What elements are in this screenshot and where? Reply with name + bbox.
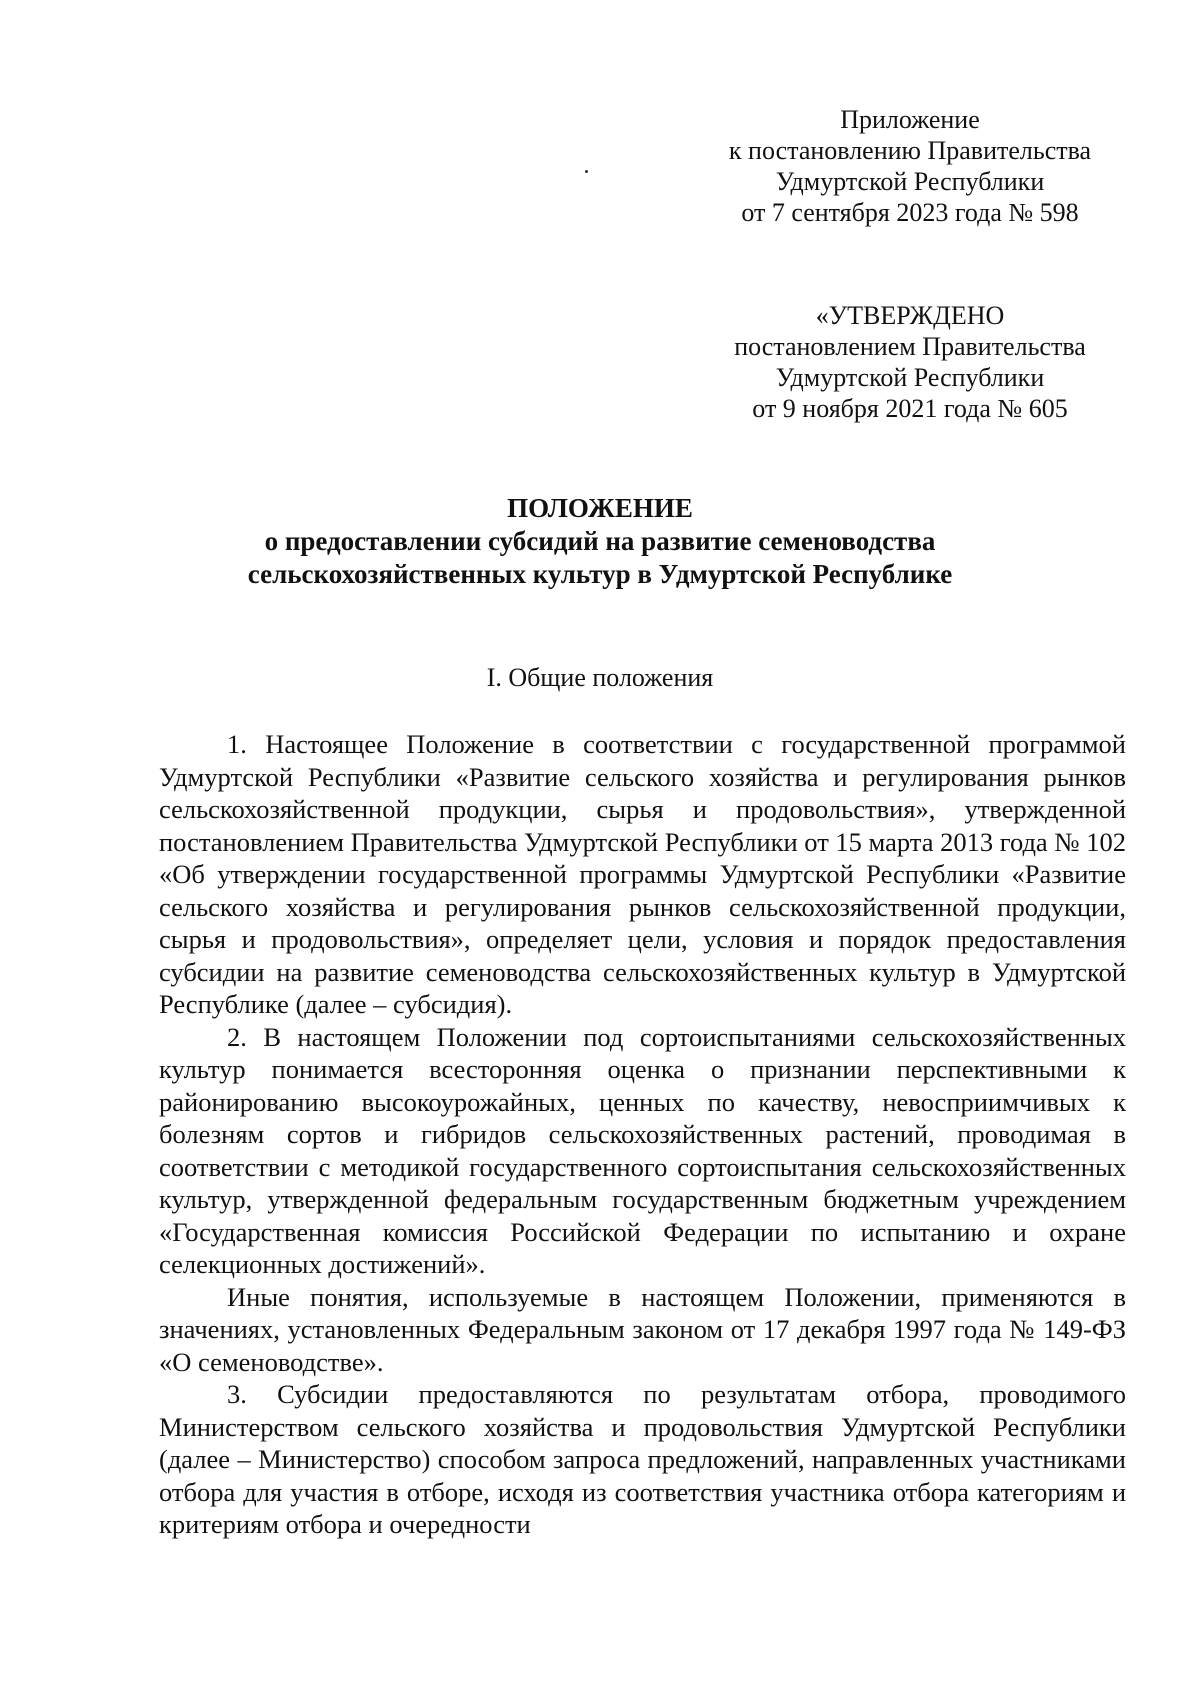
scan-speck <box>585 170 588 173</box>
approved-stamp-block <box>700 300 1120 424</box>
appendix-header <box>700 104 1120 228</box>
title-line-1: ПОЛОЖЕНИЕ <box>507 493 693 523</box>
title-line-2: о предоставлении субсидий на развитие семеноводства <box>264 526 936 556</box>
paragraph-3: Иные понятия, используемые в настоящем Положении, применяются в значениях, установленных Федеральным законом от 17 декабря 1997 года № 149-ФЗ «О семеноводстве». <box>159 1281 1126 1377</box>
approved-line-4: от 9 ноября 2021 года № 605 <box>752 394 1068 423</box>
paragraph-4: 3. Субсидии предоставляются по результатам отбора, проводимого Министерством сельского хозяйства и продовольствия Удмуртской Республики (далее – Министерство) способом запроса предложений, направленных участниками отбора для участия в отборе, исходя из соответствия участника отбора категориям и критериям отбора и очередности <box>159 1379 1126 1539</box>
document-title <box>150 492 1050 591</box>
title-line-3: сельскохозяйственных культур в Удмуртской Республике <box>247 559 953 589</box>
approved-line-3: Удмуртской Республики <box>775 363 1045 392</box>
approved-line-1: «УТВЕРЖДЕНО <box>815 301 1005 330</box>
appendix-line-3: Удмуртской Республики <box>775 167 1045 196</box>
appendix-line-1: Приложение <box>840 105 980 134</box>
paragraph-1: 1. Настоящее Положение в соответствии с государственной программой Удмуртской Республики «Развитие сельского хозяйства и регулирования рынков сельскохозяйственной продукции, сырья и продовольствия», утвержденной постановлением Правительства Удмуртской Республики от 15 марта 2013 года № 102 «Об утверждении государственной программы Удмуртской Республики «Развитие сельского хозяйства и регулирования рынков сельскохозяйственной продукции, сырья и продовольствия», определяет цели, условия и порядок предоставления субсидии на развитие семеноводства сельскохозяйственных культур в Удмуртской Республике (далее – субсидия). <box>159 729 1126 1019</box>
section-heading: I. Общие положения <box>486 663 714 692</box>
approved-line-2: постановлением Правительства <box>734 332 1086 361</box>
appendix-line-4: от 7 сентября 2023 года № 598 <box>741 198 1079 227</box>
paragraph-2: 2. В настоящем Положении под сортоиспытаниями сельскохозяйственных культур понимается всесторонняя оценка о признании перспективными к районированию высокоурожайных, ценных по качеству, невосприимчивых к болезням сортов и гибридов сельскохозяйственных растений, проводимая в соответствии с методикой государственного сортоиспытания сельскохозяйственных культур, утвержденной федеральным государственным бюджетным учреждением «Государственная комиссия Российской Федерации по испытанию и охране селекционных достижений». <box>159 1021 1126 1279</box>
document-body <box>159 728 1126 1541</box>
appendix-line-2: к постановлению Правительства <box>728 136 1092 165</box>
